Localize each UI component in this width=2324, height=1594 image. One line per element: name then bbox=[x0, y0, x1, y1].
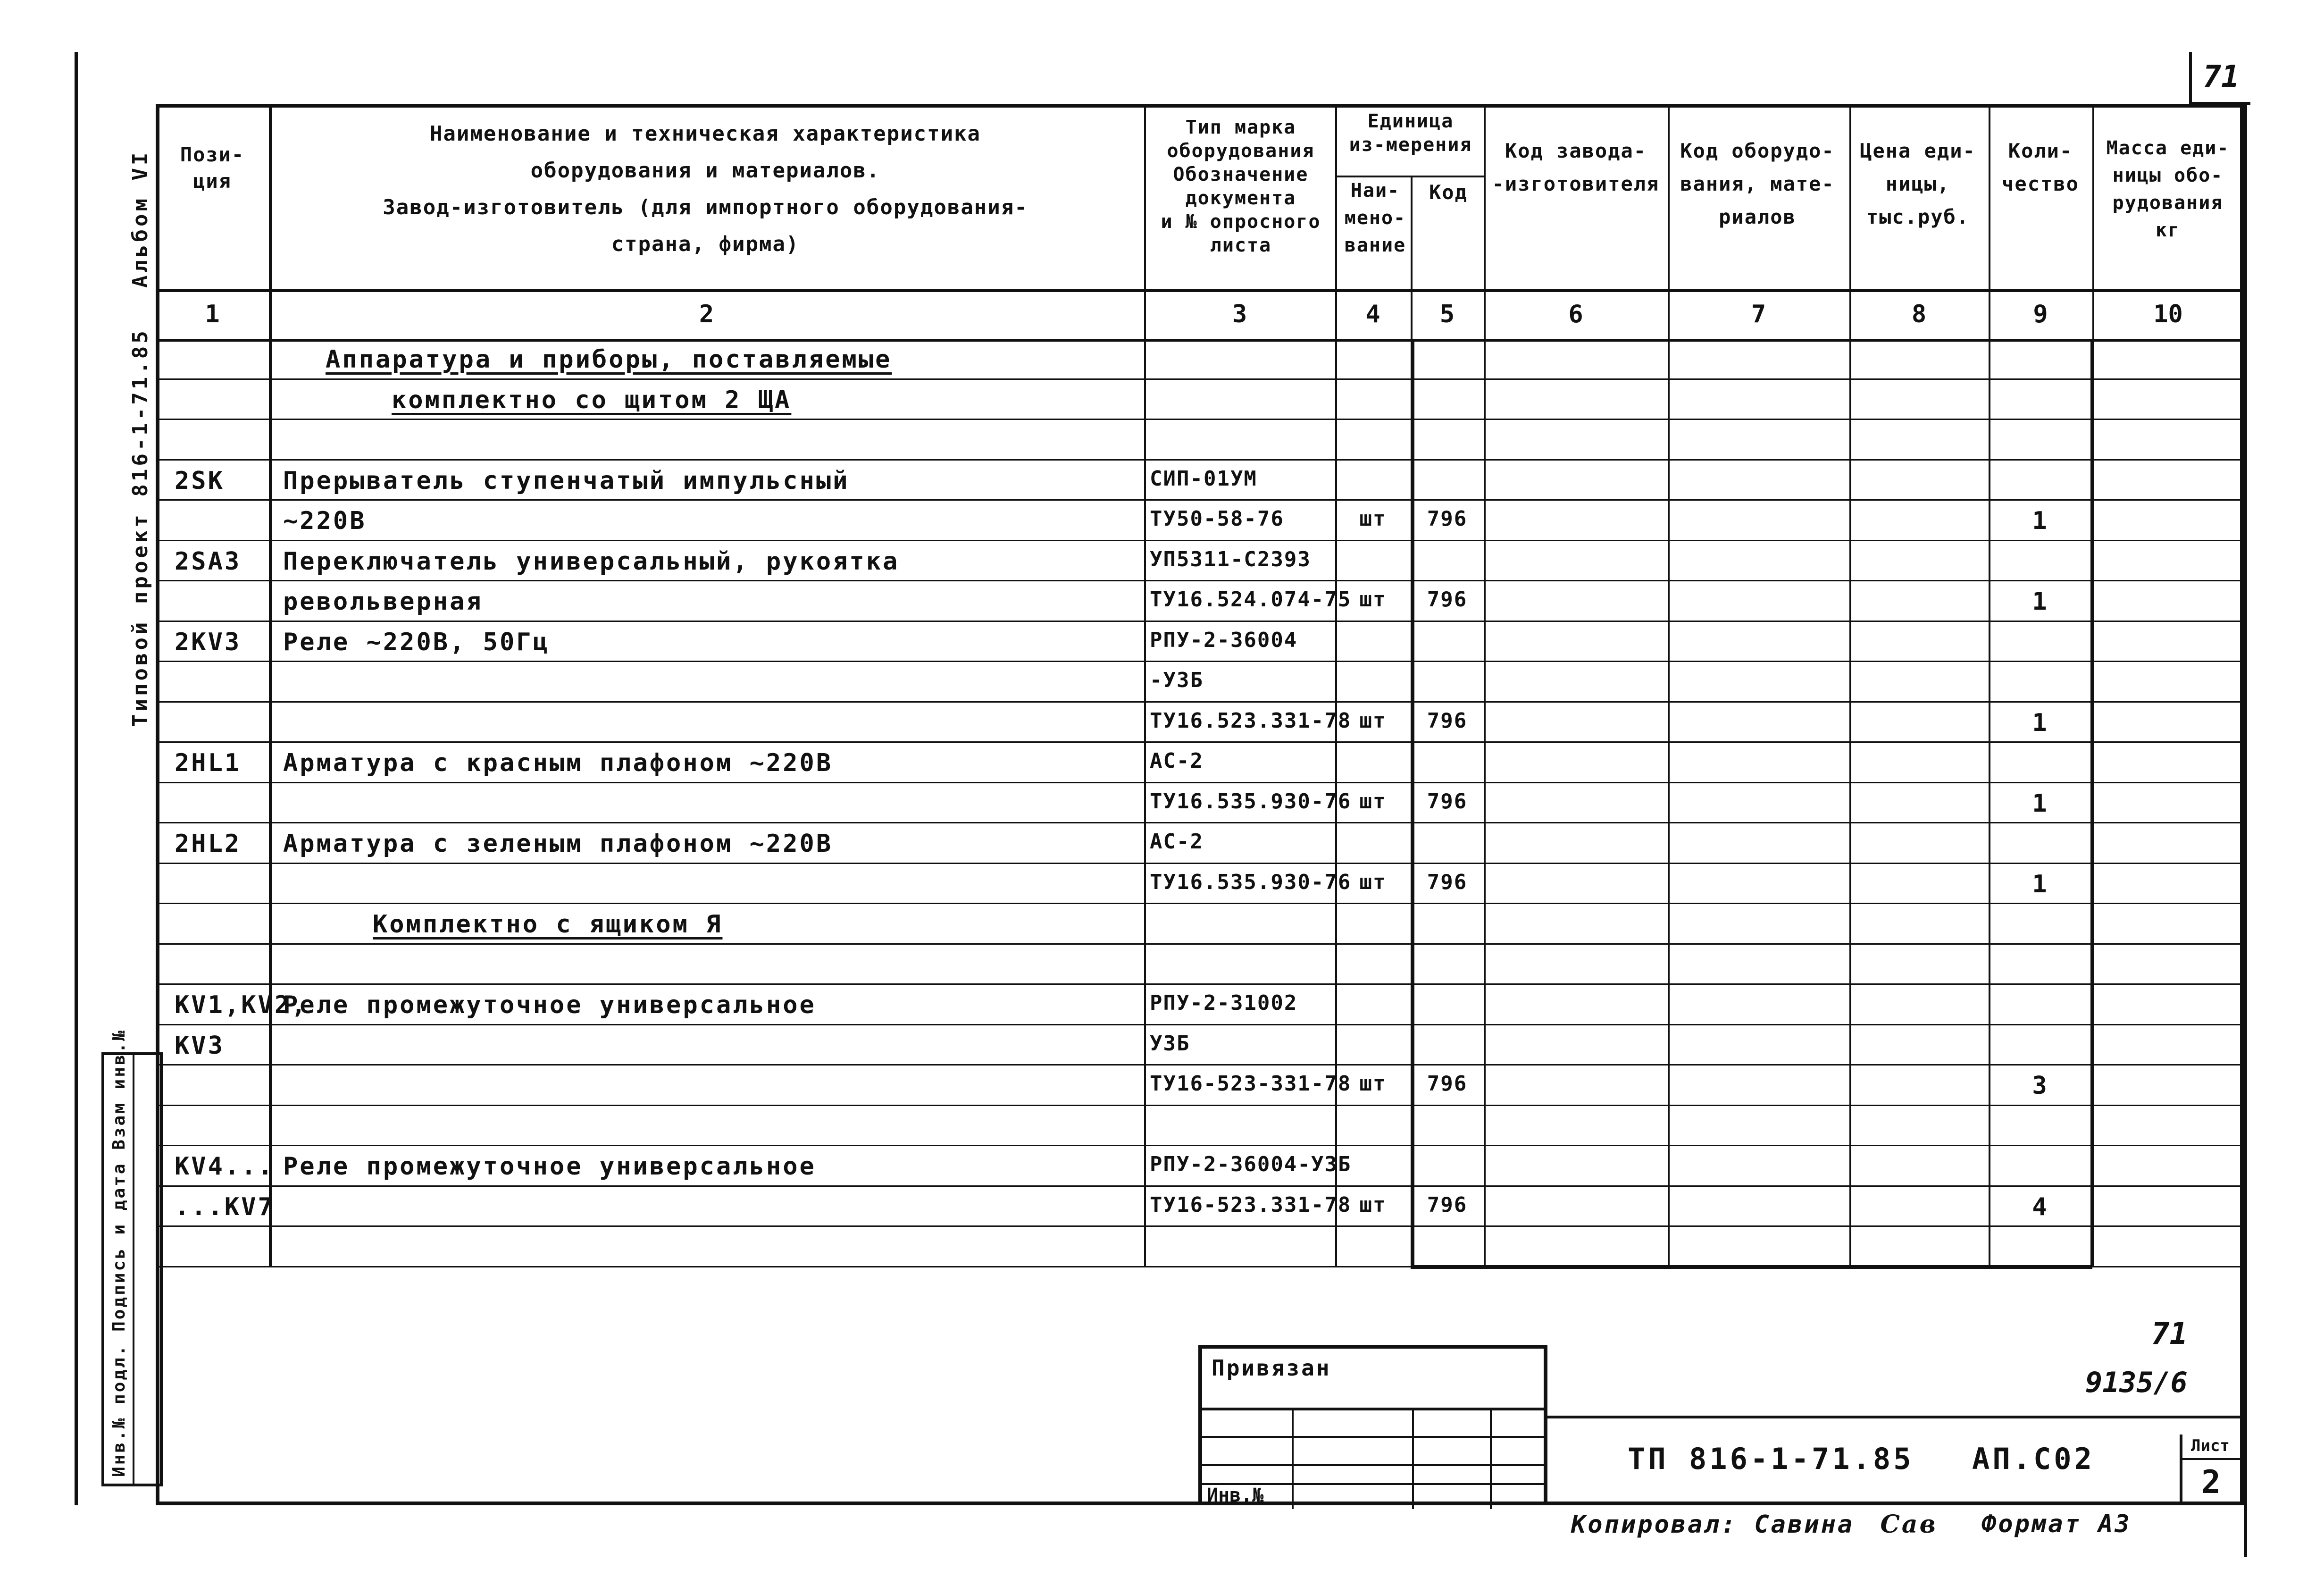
column-number: 4 bbox=[1365, 300, 1380, 328]
row-position: ...KV7 bbox=[175, 1192, 275, 1221]
inv-label: Инв.№ bbox=[1207, 1485, 1264, 1506]
column-number: 5 bbox=[1439, 300, 1455, 328]
row-type: ТУ16.523.331-78 bbox=[1150, 708, 1352, 733]
row-name: Прерыватель ступенчатый импульсный bbox=[283, 466, 850, 495]
column-number: 6 bbox=[1568, 300, 1583, 328]
row-position: 2SA3 bbox=[175, 547, 242, 576]
row-name: Арматура с зеленым плафоном ~220В bbox=[283, 830, 833, 858]
row-line bbox=[156, 822, 2244, 823]
sheet-label: Лист bbox=[2191, 1436, 2230, 1455]
row-unit-code: 796 bbox=[1427, 587, 1468, 612]
row-unit: шт bbox=[1359, 507, 1387, 531]
row-quantity: 1 bbox=[2032, 870, 2049, 898]
header-unit-name: Наи- мено- вание bbox=[1344, 180, 1406, 256]
row-quantity: 3 bbox=[2032, 1072, 2049, 1100]
sheet-box bbox=[2180, 1435, 2244, 1505]
sheet-number: 2 bbox=[2201, 1464, 2221, 1501]
row-position: KV1,KV2, bbox=[175, 991, 308, 1019]
row-type: ТУ16-523.331-78 bbox=[1150, 1192, 1352, 1217]
column-number: 1 bbox=[205, 300, 220, 328]
row-name: Арматура с красным плафоном ~220В bbox=[283, 749, 833, 777]
row-type: РПУ-2-36004 bbox=[1150, 628, 1298, 652]
row-quantity: 1 bbox=[2032, 587, 2049, 616]
row-position: 2SK bbox=[175, 466, 225, 495]
row-line bbox=[156, 1225, 2244, 1227]
row-name: Реле промежуточное универсальное bbox=[283, 991, 816, 1019]
header-unit-group: Единица из-мерения bbox=[1349, 110, 1472, 156]
header-unit-code: Код bbox=[1429, 181, 1468, 204]
row-line bbox=[156, 499, 2244, 501]
column-number: 2 bbox=[699, 300, 714, 328]
row-quantity: 1 bbox=[2032, 789, 2049, 818]
stamp-label: Инв.№ подл. Подпись и дата Взам инв.№ bbox=[109, 1029, 129, 1477]
sheet-corner-number: 71 bbox=[2203, 59, 2240, 94]
row-unit-code: 796 bbox=[1427, 1072, 1468, 1096]
row-unit-code: 796 bbox=[1427, 870, 1468, 894]
column-number-line bbox=[156, 339, 2244, 342]
row-position: 2KV3 bbox=[175, 628, 242, 656]
row-line bbox=[156, 1185, 2244, 1187]
column-number: 8 bbox=[1911, 300, 1927, 328]
header-type: Тип марка оборудования Обозначение документа и № опросного листа bbox=[1161, 117, 1321, 256]
format-label: Формат А3 bbox=[1981, 1510, 2132, 1538]
column-line bbox=[1668, 104, 1670, 1267]
bound-stamp bbox=[1198, 1345, 1547, 1505]
column-number: 7 bbox=[1751, 300, 1766, 328]
row-line bbox=[156, 378, 2244, 380]
row-type: УП5311-С2393 bbox=[1150, 547, 1311, 571]
row-unit: шт bbox=[1359, 1072, 1387, 1096]
row-unit: шт bbox=[1359, 708, 1387, 733]
row-line bbox=[156, 580, 2244, 581]
header-mass: Масса еди- ницы обо- рудования кг bbox=[2106, 137, 2230, 241]
row-name: револьверная bbox=[283, 587, 483, 616]
row-line bbox=[156, 419, 2244, 420]
archive-number: 9135/6 bbox=[2085, 1366, 2188, 1399]
row-quantity: 4 bbox=[2032, 1192, 2049, 1221]
row-line bbox=[156, 863, 2244, 864]
sheet-corner-box bbox=[2189, 52, 2250, 105]
row-line bbox=[156, 943, 2244, 945]
header-position: Пози-ция bbox=[180, 143, 245, 193]
heavy-line bbox=[1411, 1265, 2092, 1269]
row-type: ТУ16.535.930-76 bbox=[1150, 789, 1352, 814]
row-line bbox=[156, 701, 2244, 703]
column-number: 10 bbox=[2153, 300, 2183, 328]
section-code: АП.С02 bbox=[1972, 1442, 2095, 1476]
copied-signature: Сав bbox=[1880, 1510, 1938, 1539]
footer-line bbox=[1547, 1416, 2244, 1418]
row-position: KV4... bbox=[175, 1152, 275, 1181]
row-type: РПУ-2-31002 bbox=[1150, 991, 1298, 1015]
row-type: -У3Б bbox=[1150, 668, 1204, 692]
row-line bbox=[156, 741, 2244, 743]
row-type: ТУ16.535.930-76 bbox=[1150, 870, 1352, 894]
row-line bbox=[156, 903, 2244, 904]
row-name: комплектно со щитом 2 ЩА bbox=[392, 386, 792, 414]
row-position: 2HL1 bbox=[175, 749, 242, 777]
row-type: АС-2 bbox=[1150, 749, 1204, 773]
header-bottom-line bbox=[156, 289, 2244, 292]
row-line bbox=[156, 621, 2244, 622]
row-unit: шт bbox=[1359, 1192, 1387, 1217]
row-name: Реле ~220В, 50Гц bbox=[283, 628, 550, 656]
row-line bbox=[156, 782, 2244, 783]
row-name: ~220В bbox=[283, 507, 367, 535]
row-type: ТУ50-58-76 bbox=[1150, 507, 1284, 531]
album-label: Альбом VI bbox=[128, 150, 152, 288]
row-position: KV3 bbox=[175, 1031, 225, 1060]
column-line bbox=[1144, 104, 1146, 1267]
row-quantity: 1 bbox=[2032, 507, 2049, 535]
header-equipment-code: Код оборудо- вания, мате- риалов bbox=[1680, 139, 1835, 228]
row-name: Комплектно с ящиком Я bbox=[373, 910, 723, 939]
row-type: РПУ-2-36004-У3Б bbox=[1150, 1152, 1352, 1176]
column-line bbox=[269, 104, 272, 1267]
row-unit-code: 796 bbox=[1427, 789, 1468, 814]
row-unit-code: 796 bbox=[1427, 507, 1468, 531]
row-position: 2HL2 bbox=[175, 830, 242, 858]
row-type: СИП-01УМ bbox=[1150, 466, 1257, 491]
row-unit: шт bbox=[1359, 789, 1387, 814]
row-line bbox=[156, 661, 2244, 662]
column-number: 3 bbox=[1232, 300, 1247, 328]
header-quantity: Коли- чество bbox=[2002, 139, 2079, 195]
left-border-line bbox=[75, 52, 78, 1505]
right-border-line bbox=[2244, 104, 2247, 1557]
project-label: Типовой проект 816-1-71.85 bbox=[128, 328, 152, 727]
header-name: Наименование и техническая характеристика оборудования и материалов. Завод-изготовитель (для импортного оборудования- страна, фирма) bbox=[383, 122, 1028, 256]
row-line bbox=[156, 1145, 2244, 1146]
row-line bbox=[156, 459, 2244, 461]
row-type: У3Б bbox=[1150, 1031, 1190, 1056]
row-name: Реле промежуточное универсальное bbox=[283, 1152, 816, 1181]
column-line bbox=[1484, 104, 1486, 1267]
header-price: Цена еди- ницы, тыс.руб. bbox=[1860, 139, 1976, 228]
row-type: ТУ16.524.074-75 bbox=[1150, 587, 1352, 612]
row-quantity: 1 bbox=[2032, 708, 2049, 737]
row-unit-code: 796 bbox=[1427, 1192, 1468, 1217]
row-type: АС-2 bbox=[1150, 830, 1204, 854]
row-unit: шт bbox=[1359, 870, 1387, 894]
column-line bbox=[1849, 104, 1851, 1267]
row-line bbox=[156, 1105, 2244, 1106]
row-name: Аппаратура и приборы, поставляемые bbox=[326, 345, 892, 374]
row-line bbox=[156, 983, 2244, 985]
row-type: ТУ16-523-331-78 bbox=[1150, 1072, 1352, 1096]
header-factory-code: Код завода- -изготовителя bbox=[1492, 139, 1660, 195]
copied-by: Копировал: Савина Сав bbox=[1571, 1510, 1938, 1539]
document-code: ТП 816-1-71.85 bbox=[1628, 1442, 1914, 1476]
bound-label: Привязан bbox=[1212, 1355, 1331, 1381]
page-number: 71 bbox=[2151, 1317, 2188, 1351]
row-line bbox=[156, 1064, 2244, 1065]
row-unit: шт bbox=[1359, 587, 1387, 612]
row-line bbox=[156, 1024, 2244, 1025]
row-name: Переключатель универсальный, рукоятка bbox=[283, 547, 900, 576]
row-line bbox=[156, 540, 2244, 541]
row-unit-code: 796 bbox=[1427, 708, 1468, 733]
column-number: 9 bbox=[2033, 300, 2048, 328]
